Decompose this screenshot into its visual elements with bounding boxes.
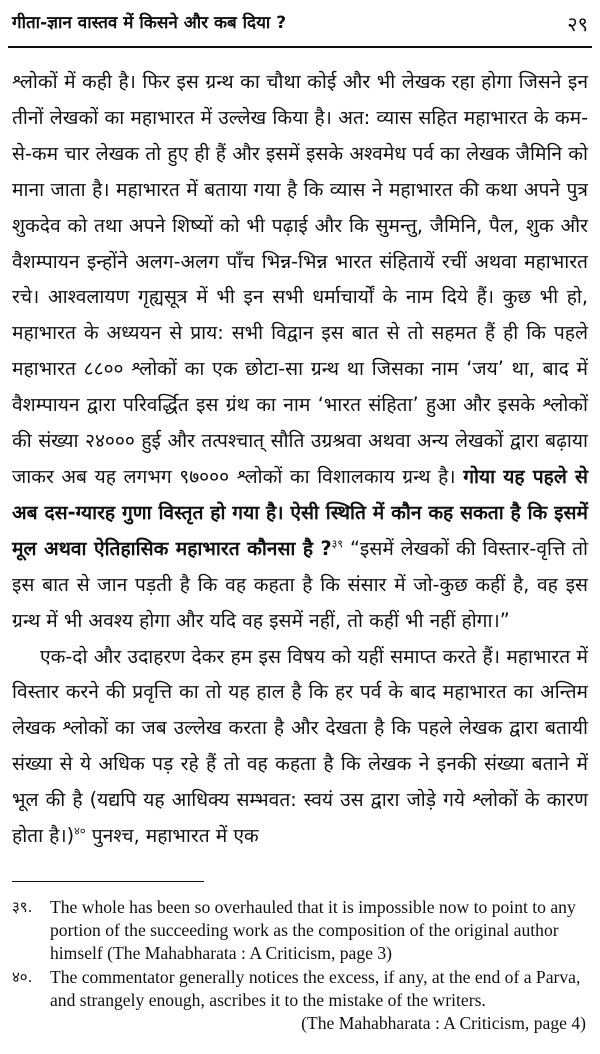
paragraph-2-continuation: पुनश्च, महाभारत में एक (91, 824, 259, 848)
footnote-text: The whole has been so overhauled that it is impossible now to point to any portion of the succeeding work as the composition of the original author himself (The Mahabharata : A Criticism, page 3) (50, 897, 576, 963)
page-number: २९ (567, 12, 588, 36)
paragraph-2-text: एक-दो और उदाहरण देकर हम इस विषय को यहीं समाप्त करते हैं। महाभारत में विस्तार करने की प्रवृत्ति का तो यह हाल है कि हर पर्व के बाद महाभारत का अन्तिम लेखक श्लोकों का जब उल्लेख करता है और देखता है कि पहले लेखक द्वारा बतायी संख्या से ये अधिक पड़ रहे हैं तो वह कहता है कि लेखक ने इनकी संख्या बताने में भूल की है (यद्यपि यह आधिक्य सम्भवत: स्वयं उस द्वारा जोड़े गये श्लोकों के कारण होता है।) (12, 644, 588, 848)
footnote-number: ३९. (12, 898, 33, 916)
footnote-40 (12, 966, 586, 1035)
footnotes (12, 896, 586, 1035)
footnote-39 (12, 896, 586, 965)
paragraph-1-quote: “इसमें लेखकों की विस्तार-वृत्ति तो इस बात से जान पड़ती है कि वह कहता है कि संसार में जो-कुछ कहीं है, वह इस ग्रन्थ में भी अवश्य होगा और यदि वह इसमें नहीं, तो कहीं भी नहीं होगा।” (12, 536, 588, 632)
paragraph-1 (12, 64, 588, 639)
footnote-ref-40: ४० (74, 824, 86, 838)
footnote-number: ४०. (12, 967, 33, 986)
running-title: गीता-ज्ञान वास्तव में किसने और कब दिया ? (12, 13, 287, 33)
footnote-text: The commentator generally notices the excess, if any, at the end of a Parva, and strangely enough, ascribes it to the mistake of the writers. (50, 966, 581, 1010)
footnote-source: (The Mahabharata : A Criticism, page 4) (301, 1012, 586, 1033)
footnote-rule (12, 881, 204, 882)
footnote-ref-39: ३९ (331, 537, 344, 551)
page-header (8, 10, 592, 40)
body-text (12, 64, 588, 854)
paragraph-1-bold-text: गोया यह पहले से अब दस-ग्यारह गुणा विस्तृत हो गया है। ऐसी स्थिति में कौन कह सकता है कि इसमें मूल अथवा ऐतिहासिक महाभारत कौनसा है ? (12, 464, 588, 560)
paragraph-1-text: श्लोकों में कही है। फिर इस ग्रन्थ का चौथा कोई और भी लेखक रहा होगा जिसने इन तीनों लेखकों का महाभारत में उल्लेख किया है। अत: व्यास सहित महाभारत के कम-से-कम चार लेखक तो हुए ही हैं और इसमें इसके अश्वमेध पर्व का लेखक जैमिनि को माना जाता है। महाभारत में बताया गया है कि व्यास ने महाभारत की कथा अपने पुत्र शुकदेव को तथा अपने शिष्यों को भी पढ़ाई और कि सुमन्तु, जैमिनि, पैल, शुक और वैशम्पायन इन्होंने अलग-अलग पाँच भिन्न-भिन्न भारत संहितायें रचीं अथवा महाभारत रचे। आश्वलायण गृह्यसूत्र में भी इन सभी धर्माचार्यों के नाम दिये हैं। कुछ भी हो, महाभारत के अध्ययन से प्राय: सभी विद्वान इस बात से तो सहमत हैं ही कि पहले महाभारत ८८०० श्लोकों का एक छोटा-सा ग्रन्थ था जिसका नाम ‘जय’ था, बाद में वैशम्पायन द्वारा परिवर्द्धित इस ग्रंथ का नाम ‘भारत संहिता’ हुआ और इसके श्लोकों की संख्या २४००० हुई और तत्पश्चात् सौति उग्रश्रवा अथवा अन्य लेखकों द्वारा बढ़ाया जाकर अब यह लगभग ९७००० श्लोकों का विशालकाय ग्रन्थ है। (12, 70, 588, 488)
paragraph-2 (12, 639, 588, 854)
header-rule (8, 46, 592, 48)
